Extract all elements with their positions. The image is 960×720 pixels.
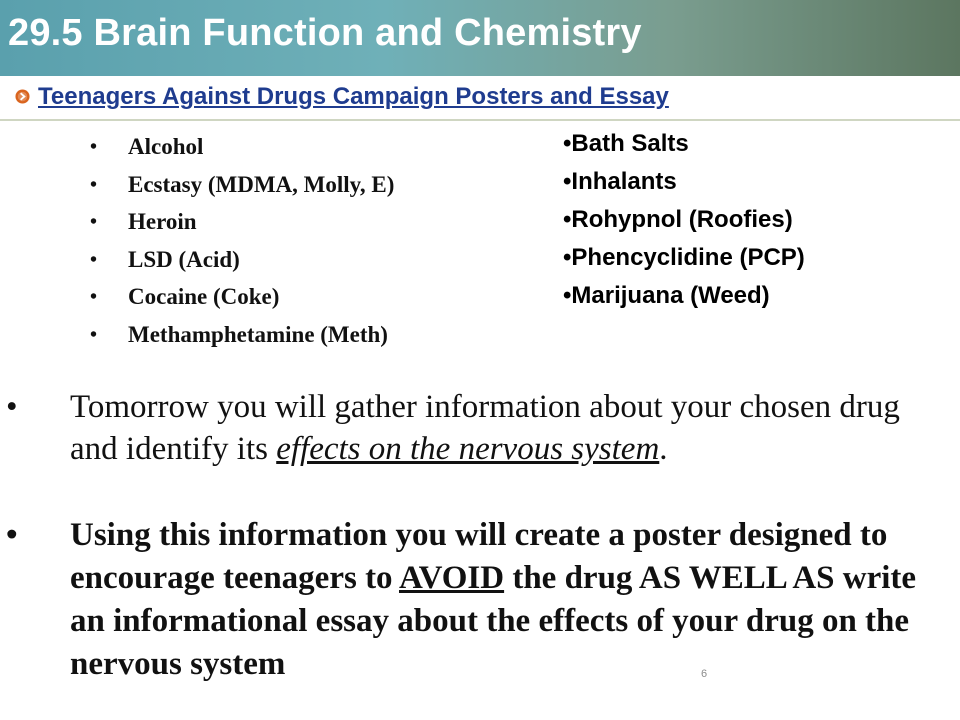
list-item — [90, 130, 394, 168]
drug-list-right — [563, 126, 805, 316]
list-item: •Inhalants — [563, 168, 677, 195]
paragraph-text — [70, 514, 956, 686]
emphasis-text: AVOID — [399, 560, 505, 596]
slide-number: 6 — [701, 668, 708, 680]
orange-circle-arrow-icon — [15, 89, 30, 104]
bullet-icon: • — [90, 248, 98, 271]
bullet-icon: • — [90, 211, 98, 233]
list-item — [90, 168, 394, 206]
bullet-icon: • — [90, 286, 98, 308]
list-item-text: Cocaine (Coke) — [128, 284, 280, 309]
section-heading: Teenagers Against Drugs Campaign Posters and Essay — [38, 83, 669, 110]
emphasis-text: effects on the nervous system — [276, 431, 660, 467]
list-item: •Rohypnol (Roofies) — [563, 206, 793, 233]
paragraph-text-end: the drug AS WELL AS write an informational essay about the effects of your drug on the nervous system — [70, 560, 917, 682]
paragraph-text-end: . — [659, 431, 668, 467]
list-item — [90, 205, 394, 243]
drug-list-left — [90, 130, 394, 355]
subheader-divider — [0, 119, 960, 121]
bullet-icon: • — [90, 173, 98, 196]
list-item — [90, 318, 394, 356]
slide-header — [0, 0, 960, 76]
list-item: •Bath Salts — [563, 130, 689, 157]
bullet-icon: • — [6, 389, 18, 425]
paragraph-text — [70, 386, 946, 470]
list-item-text: Heroin — [128, 209, 197, 234]
list-item-text: Alcohol — [128, 134, 204, 159]
list-item-text: LSD (Acid) — [128, 246, 240, 272]
list-item — [90, 280, 394, 318]
list-item — [90, 243, 394, 281]
slide-title: 29.5 Brain Function and Chemistry — [8, 12, 642, 54]
list-item: •Marijuana (Weed) — [563, 282, 770, 309]
list-item-text: Ecstasy (MDMA, Molly, E) — [128, 171, 395, 197]
instruction-paragraph-gather — [6, 386, 946, 470]
instruction-paragraph-poster — [6, 514, 956, 686]
bullet-icon: • — [6, 517, 18, 553]
list-item-text: Methamphetamine (Meth) — [128, 321, 388, 347]
paragraph-text-start: Tomorrow you will gather information about your chosen drug and identify its — [70, 389, 900, 467]
paragraph-text-start: Using this information you will create a poster designed to encourage teenagers to — [70, 517, 888, 596]
list-item: •Phencyclidine (PCP) — [563, 244, 805, 271]
bullet-icon: • — [90, 136, 98, 158]
bullet-icon: • — [90, 323, 98, 346]
